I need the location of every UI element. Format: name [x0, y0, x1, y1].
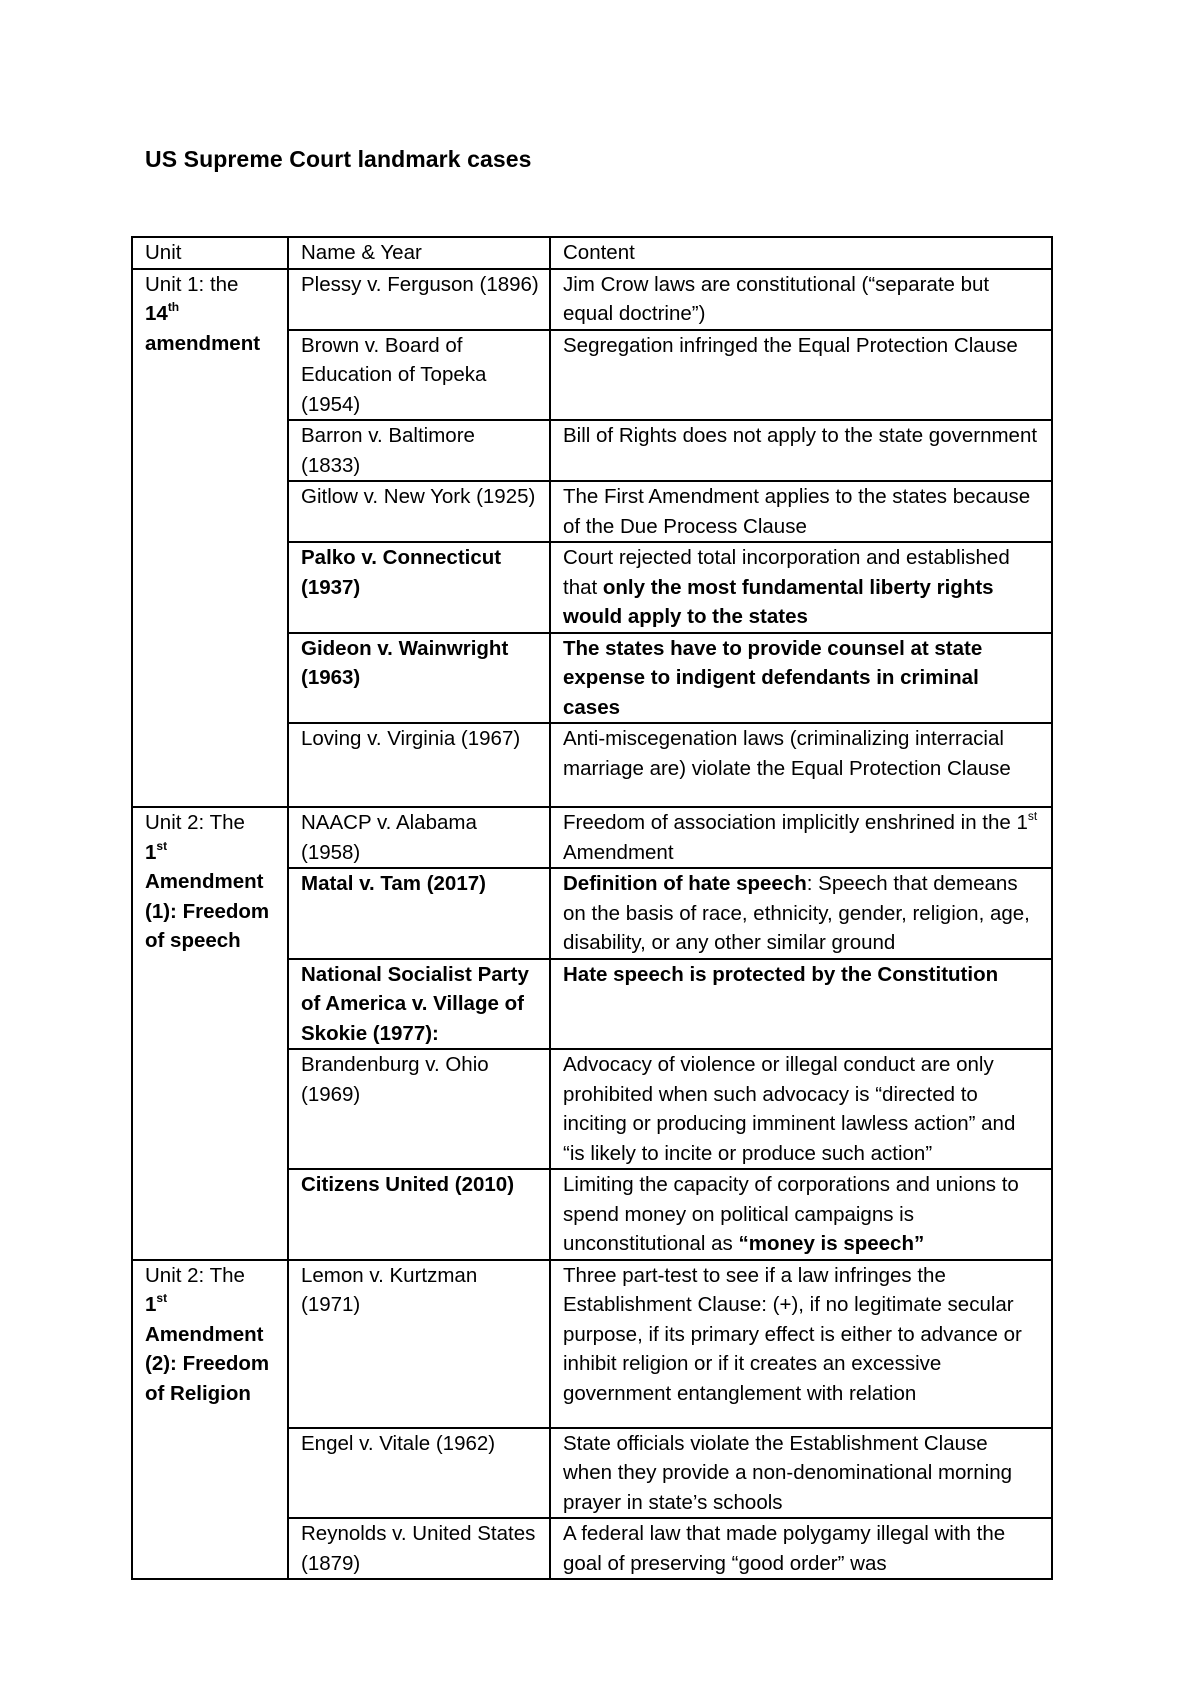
case-content: Bill of Rights does not apply to the state government — [550, 420, 1052, 481]
case-name: Gitlow v. New York (1925) — [288, 481, 550, 542]
table-row — [132, 1260, 1052, 1428]
unit-rest: Amendment (2): Freedom of Religion — [145, 1322, 270, 1405]
case-content — [550, 807, 1052, 868]
case-content: State officials violate the Establishment Clause when they provide a non-denominational morning prayer in state’s schools — [550, 1428, 1052, 1519]
case-name: NAACP v. Alabama (1958) — [288, 807, 550, 868]
case-name: Engel v. Vitale (1962) — [288, 1428, 550, 1519]
unit-number: 1 — [145, 1293, 157, 1316]
case-name: National Socialist Party of America v. Village of Skokie (1977): — [288, 959, 550, 1050]
case-name: Brown v. Board of Education of Topeka (1954) — [288, 330, 550, 421]
case-content: Three part-test to see if a law infringes the Establishment Clause: (+), if no legitimate secular purpose, if its primary effect is either to advance or inhibit religion or if it creates an excessive government entanglement with relation — [550, 1260, 1052, 1428]
case-content-emphasis: Definition of hate speech — [563, 872, 807, 895]
case-content-text: Freedom of association implicitly enshrined in the 1 — [563, 811, 1028, 834]
case-content: The states have to provide counsel at state expense to indigent defendants in criminal cases — [550, 633, 1052, 724]
case-content: A federal law that made polygamy illegal with the goal of preserving “good order” was — [550, 1518, 1052, 1579]
unit-rest: Amendment (1): Freedom of speech — [145, 870, 270, 952]
landmark-cases-table — [131, 236, 1053, 1580]
case-name: Loving v. Virginia (1967) — [288, 723, 550, 807]
table-header-row — [132, 237, 1052, 269]
table-row — [132, 269, 1052, 330]
case-content: Anti-miscegenation laws (criminalizing interracial marriage are) violate the Equal Protection Clause — [550, 723, 1052, 807]
unit-number: 1 — [145, 840, 157, 864]
case-content: Advocacy of violence or illegal conduct are only prohibited when such advocacy is “directed to inciting or producing imminent lawless action” and “is likely to incite or produce such action” — [550, 1049, 1052, 1169]
case-name: Palko v. Connecticut (1937) — [288, 542, 550, 633]
case-content-text: Limiting the capacity of corporations and unions to spend money on political campaigns is unconstitutional as — [563, 1173, 1019, 1255]
case-content — [550, 868, 1052, 959]
case-content-text-end: Amendment — [563, 840, 674, 864]
unit-sup: st — [156, 838, 168, 853]
case-content-emphasis: only the most fundamental liberty rights would apply to the states — [563, 575, 994, 628]
unit-cell — [132, 269, 288, 808]
case-content-sup: st — [1027, 809, 1038, 823]
unit-sup: th — [167, 300, 180, 314]
header-content: Content — [550, 237, 1052, 269]
case-content: The First Amendment applies to the states because of the Due Process Clause — [550, 481, 1052, 542]
case-name: Gideon v. Wainwright (1963) — [288, 633, 550, 724]
case-content: Segregation infringed the Equal Protection Clause — [550, 330, 1052, 421]
case-name: Brandenburg v. Ohio (1969) — [288, 1049, 550, 1169]
header-name-year: Name & Year — [288, 237, 550, 269]
case-name: Plessy v. Ferguson (1896) — [288, 269, 550, 330]
unit-rest: amendment — [145, 331, 261, 355]
case-name: Citizens United (2010) — [288, 1169, 550, 1260]
case-content-text: Court rejected total incorporation and established that — [563, 546, 1010, 599]
case-name: Matal v. Tam (2017) — [288, 868, 550, 959]
unit-cell — [132, 1260, 288, 1580]
unit-label: Unit 2: The — [145, 1263, 245, 1287]
case-name: Barron v. Baltimore (1833) — [288, 420, 550, 481]
table-row — [132, 807, 1052, 868]
case-content-emphasis: “money is speech” — [738, 1232, 925, 1255]
case-content-text: : Speech that demeans on the basis of race, ethnicity, gender, religion, age, disability, or any other similar ground — [563, 872, 1030, 954]
case-name: Lemon v. Kurtzman (1971) — [288, 1260, 550, 1428]
header-unit: Unit — [132, 237, 288, 269]
unit-cell — [132, 807, 288, 1260]
unit-label: Unit 1: the — [145, 272, 239, 296]
case-content — [550, 1169, 1052, 1260]
case-content — [550, 542, 1052, 633]
case-content: Hate speech is protected by the Constitution — [550, 959, 1052, 1050]
unit-sup: st — [156, 1291, 168, 1305]
unit-number: 14 — [145, 302, 168, 325]
document-title: US Supreme Court landmark cases — [145, 146, 532, 172]
unit-label: Unit 2: The — [145, 811, 245, 834]
case-name: Reynolds v. United States (1879) — [288, 1518, 550, 1579]
case-content: Jim Crow laws are constitutional (“separate but equal doctrine”) — [550, 269, 1052, 330]
